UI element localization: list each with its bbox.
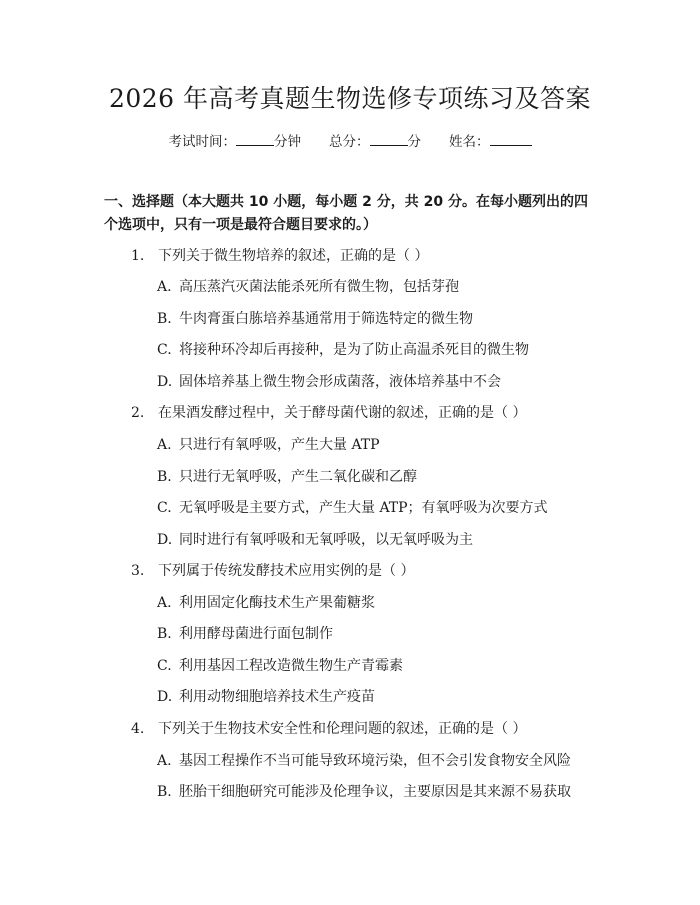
option-letter: B.: [157, 469, 172, 485]
question-3-option-a: [157, 593, 375, 613]
option-text: 胚胎干细胞研究可能涉及伦理争议，主要原因是其来源不易获取: [179, 784, 571, 800]
question-2-option-a: [157, 435, 380, 455]
option-text: 基因工程操作不当可能导致环境污染，但不会引发食物安全风险: [179, 753, 571, 769]
question-4-option-b: [157, 782, 571, 802]
question-1-option-d: [157, 372, 501, 392]
question-3-option-b: [157, 624, 333, 644]
option-letter: B.: [157, 626, 172, 642]
name-blank: [490, 131, 532, 146]
question-3-option-d: [157, 687, 375, 707]
time-label: 考试时间：: [168, 134, 236, 150]
option-letter: A.: [157, 437, 172, 453]
option-letter: A.: [157, 595, 172, 611]
score-field: [329, 131, 421, 152]
page-title: 2026 年高考真题生物选修专项练习及答案: [108, 84, 592, 113]
question-1-option-b: [157, 309, 473, 329]
question-1-option-c: [157, 340, 529, 360]
option-letter: C.: [157, 500, 172, 516]
option-text: 将接种环冷却后再接种，是为了防止高温杀死目的微生物: [179, 342, 529, 358]
option-letter: C.: [157, 342, 172, 358]
question-stem: 下列关于微生物培养的叙述，正确的是（ ）: [158, 248, 429, 264]
question-stem: 下列关于生物技术安全性和伦理问题的叙述，正确的是（ ）: [158, 721, 527, 737]
question-1-option-a: [157, 277, 459, 297]
option-text: 固体培养基上微生物会形成菌落，液体培养基中不会: [179, 374, 501, 390]
option-letter: A.: [157, 753, 172, 769]
question-2-option-d: [157, 530, 473, 550]
question-4: [131, 719, 526, 739]
question-2-option-c: [157, 498, 548, 518]
option-text: 利用固定化酶技术生产果葡糖浆: [179, 595, 375, 611]
option-letter: D.: [157, 374, 173, 390]
question-4-option-a: [157, 751, 571, 771]
option-text: 利用酵母菌进行面包制作: [179, 626, 333, 642]
question-3: [131, 561, 414, 581]
question-number: 2.: [131, 405, 145, 421]
option-letter: D.: [157, 532, 173, 548]
section-heading: 一、选择题（本大题共 10 小题，每小题 2 分，共 20 分。在每小题列出的四个选项中，只有一项是最符合题目要求的。）: [104, 194, 588, 233]
question-stem: 下列属于传统发酵技术应用实例的是（ ）: [158, 563, 415, 579]
option-text: 利用动物细胞培养技术生产疫苗: [179, 689, 375, 705]
option-text: 高压蒸汽灭菌法能杀死所有微生物，包括芽孢: [179, 279, 459, 295]
question-2: [131, 403, 526, 423]
option-text: 只进行无氧呼吸，产生二氧化碳和乙醇: [179, 469, 417, 485]
name-field: [449, 131, 532, 152]
exam-info-row: [0, 131, 700, 152]
option-letter: B.: [157, 784, 172, 800]
option-text: 牛肉膏蛋白胨培养基通常用于筛选特定的微生物: [179, 311, 473, 327]
score-unit: 分: [407, 134, 421, 150]
question-1: [131, 246, 428, 266]
option-letter: A.: [157, 279, 172, 295]
time-field: [169, 131, 302, 152]
option-letter: C.: [157, 658, 172, 674]
score-label: 总分：: [329, 134, 370, 150]
question-number: 3.: [131, 563, 145, 579]
option-text: 只进行有氧呼吸，产生大量 ATP: [179, 437, 380, 453]
option-text: 同时进行有氧呼吸和无氧呼吸，以无氧呼吸为主: [179, 532, 473, 548]
question-3-option-c: [157, 656, 403, 676]
time-blank: [236, 131, 274, 146]
question-number: 4.: [131, 721, 145, 737]
name-label: 姓名：: [449, 134, 490, 150]
question-2-option-b: [157, 467, 417, 487]
time-unit: 分钟: [274, 134, 301, 150]
option-letter: D.: [157, 689, 173, 705]
option-text: 利用基因工程改造微生物生产青霉素: [179, 658, 403, 674]
option-letter: B.: [157, 311, 172, 327]
question-stem: 在果酒发酵过程中，关于酵母菌代谢的叙述，正确的是（ ）: [158, 405, 527, 421]
option-text: 无氧呼吸是主要方式，产生大量 ATP；有氧呼吸为次要方式: [179, 500, 548, 516]
question-number: 1.: [131, 248, 145, 264]
score-blank: [370, 131, 408, 146]
